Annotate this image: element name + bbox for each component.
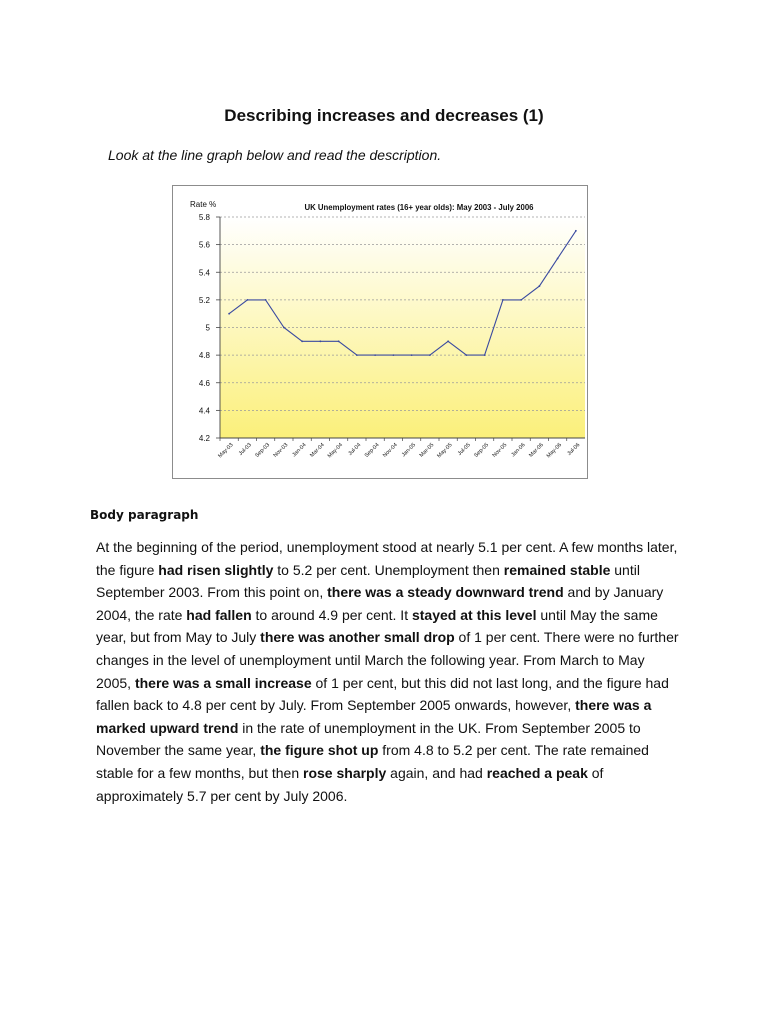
body-paragraph: [96, 536, 681, 807]
data-point: [502, 299, 504, 301]
x-tick-label: May-05: [436, 442, 454, 460]
x-tick-label: Nov-04: [382, 442, 399, 459]
bold-phrase: remained stable: [503, 561, 611, 578]
data-point: [301, 340, 303, 342]
chart-svg: [173, 186, 589, 480]
data-point: [319, 340, 321, 342]
x-tick-label: Sep-05: [473, 442, 491, 459]
text-run: At the beginning of the period, unemployment stood at nearly 5.1 per cent. A few months later, the figure: [96, 539, 678, 578]
data-point: [228, 313, 230, 315]
y-axis-label: Rate %: [190, 200, 217, 209]
bold-phrase: there was another small drop: [260, 629, 455, 646]
x-tick-label: Mar-05: [418, 442, 436, 459]
x-tick-label: Jan-04: [291, 442, 308, 459]
chart-title: UK Unemployment rates (16+ year olds): May 2003 - July 2006: [304, 203, 534, 212]
x-tick-label: Jan-05: [400, 442, 418, 459]
text-run: to around 4.9 per cent. It: [251, 606, 412, 623]
x-tick-label: Mar-06: [528, 442, 545, 459]
data-point: [265, 299, 267, 301]
x-tick-label: May-03: [217, 442, 235, 460]
data-point: [356, 354, 358, 356]
x-tick-label: Jul-03: [237, 442, 253, 458]
text-run: again, and had: [386, 764, 487, 781]
data-point: [484, 354, 486, 356]
x-tick-label: Sep-04: [363, 442, 381, 459]
bold-phrase: had risen slightly: [158, 561, 274, 578]
bold-phrase: the figure shot up: [260, 742, 379, 759]
text-run: and by January 2004, the rate: [96, 584, 664, 623]
y-tick-label: 4.6: [198, 378, 210, 388]
data-point: [447, 340, 449, 342]
instruction-text: Look at the line graph below and read the description.: [108, 147, 442, 163]
data-point: [392, 354, 394, 356]
data-point: [246, 299, 248, 301]
text-run: from 4.8 to 5.2 per cent. The rate remained stable for a few months, but then: [96, 742, 649, 781]
x-tick-label: Nov-03: [272, 442, 290, 459]
text-run: until September 2003. From this point on,: [96, 561, 640, 601]
data-point: [465, 354, 467, 356]
y-tick-label: 5.2: [198, 295, 210, 305]
x-tick-label: May-06: [545, 442, 564, 460]
data-point: [557, 258, 559, 260]
text-run: of approximately 5.7 per cent by July 2006.: [96, 764, 604, 804]
page-title: Describing increases and decreases (1): [224, 106, 544, 125]
data-point: [520, 299, 522, 301]
data-point: [338, 340, 340, 342]
bold-phrase: reached a peak: [486, 764, 588, 781]
text-run: to 5.2 per cent. Unemployment then: [273, 561, 504, 578]
bold-phrase: there was a steady downward trend: [327, 584, 564, 601]
x-tick-label: Nov-05: [491, 442, 509, 459]
body-paragraph-heading: Body paragraph: [90, 508, 199, 522]
x-tick-label: Sep-03: [254, 442, 272, 459]
y-tick-label: 5.6: [198, 240, 210, 250]
data-point: [374, 354, 376, 356]
bold-phrase: rose sharply: [303, 764, 387, 781]
data-point: [411, 354, 413, 356]
y-tick-label: 4.8: [198, 351, 210, 361]
x-tick-label: Mar-04: [309, 442, 326, 459]
x-tick-label: Jul-06: [566, 442, 582, 458]
x-tick-label: Jan-06: [510, 442, 527, 459]
x-tick-label: Jul-04: [347, 442, 363, 458]
plot-area: [220, 217, 585, 438]
data-point: [538, 285, 540, 287]
text-run: in the rate of unemployment in the UK. From September 2005 to November the same year,: [96, 719, 641, 759]
text-run: of 1 per cent, but this did not last long, and the figure had fallen back to 4.8 per cent by July. From September 2005 onwards, however,: [96, 674, 669, 714]
text-run: until May the same year, but from May to July: [96, 606, 658, 646]
data-point: [283, 327, 285, 329]
unemployment-chart: [172, 185, 588, 479]
y-tick-label: 5.4: [198, 268, 210, 278]
y-tick-label: 5.8: [198, 213, 210, 222]
bold-phrase: there was a small increase: [134, 674, 312, 691]
bold-phrase: there was a marked upward trend: [96, 697, 652, 736]
y-tick-label: 4.4: [198, 406, 210, 416]
bold-phrase: stayed at this level: [411, 606, 537, 623]
bold-phrase: had fallen: [186, 606, 252, 623]
data-point: [429, 354, 431, 356]
x-tick-label: May-04: [326, 442, 345, 460]
data-point: [575, 230, 577, 232]
text-run: of 1 per cent. There were no further changes in the level of unemployment until March the following year. From March to May 2005,: [96, 629, 679, 691]
y-tick-label: 4.2: [198, 434, 210, 443]
x-tick-label: Jul-05: [456, 442, 472, 458]
y-tick-label: 5: [205, 323, 210, 333]
